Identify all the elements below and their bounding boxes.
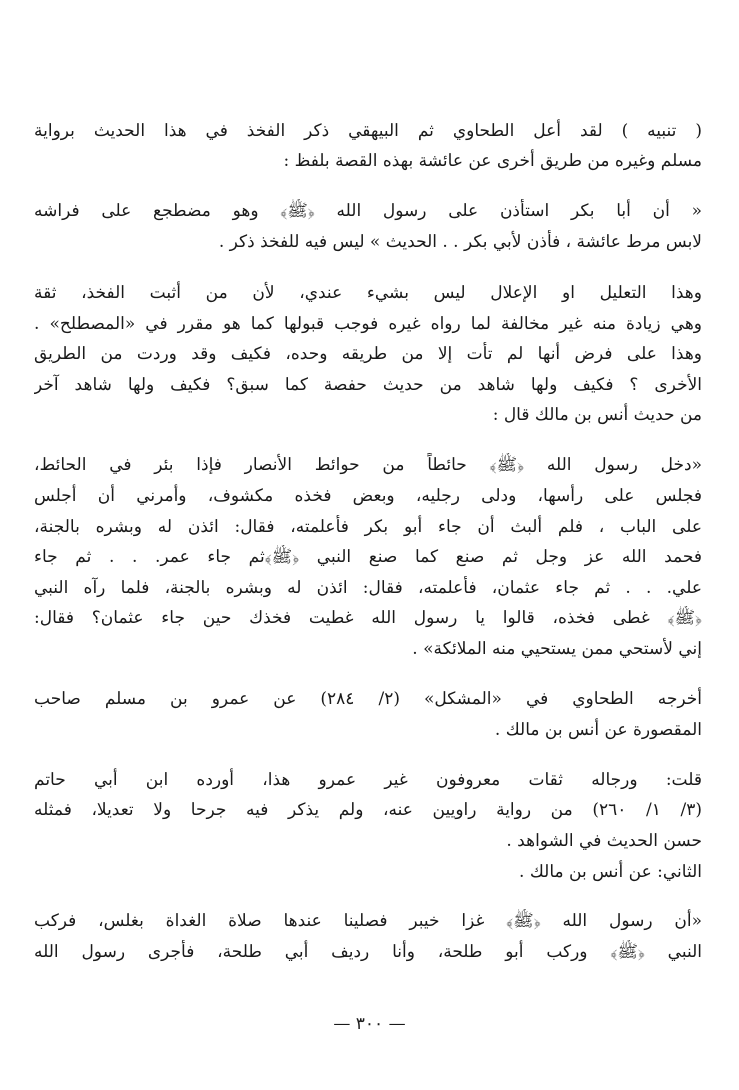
text-line: مسلم وغيره من طريق أخرى عن عائشة بهذه القصة بلفظ : <box>283 151 702 171</box>
text-line: « أن أبا بكر استأذن على رسول الله ﴿ﷺ﴾ وهو مضطجع على فراشه <box>34 201 702 221</box>
text-line: فحمد الله عز وجل ثم صنع كما صنع النبي ﴿ﷺ﴾ثم جاء عمر. . . ثم جاء <box>34 547 702 567</box>
text-line: لابس مرط عائشة ، فأذن لأبي بكر . . الحديث » ليس فيه للفخذ ذكر . <box>218 232 702 252</box>
text-line: وهذا على فرض أنها لم تأت إلا من طريقه وحده، فكيف وقد وردت من الطريق <box>34 344 702 364</box>
text-line: «دخل رسول الله ﴿ﷺ﴾ حائطاً من حوائط الأنصار فإذا بئر في الحائط، <box>34 455 702 475</box>
text-line: وهذا التعليل او الإعلال ليس بشيء عندي، لأن من أثبت الفخذ، ثقة <box>34 283 702 303</box>
text-line: على الباب ، فلم ألبث أن جاء أبو بكر فأعلمته، فقال: ائذن له وبشره بالجنة، <box>34 517 702 537</box>
text-line: علي. . . ثم جاء عثمان، فأعلمته، فقال: ائذن له وبشره بالجنة، فلما رآه النبي <box>34 578 702 598</box>
text-line: قلت: ورجاله ثقات معروفون غير عمرو هذا، أورده ابن أبي حاتم <box>34 770 702 790</box>
text-line: حسن الحديث في الشواهد . <box>506 831 702 851</box>
text-line: المقصورة عن أنس بن مالك . <box>494 720 702 740</box>
text-line: الثاني: عن أنس بن مالك . <box>519 862 702 882</box>
page-number: — ٣٠٠ — <box>333 1014 406 1034</box>
text-line: ( تنبيه ) لقد أعل الطحاوي ثم البيهقي ذكر الفخذ في هذا الحديث برواية <box>34 121 702 141</box>
text-line: الأخرى ؟ فكيف ولها شاهد من حديث حفصة كما سبق؟ فكيف ولها شاهد آخر <box>34 375 702 395</box>
text-line: النبي ﴿ﷺ﴾ وركب أبو طلحة، وأنا رديف أبي طلحة، فأجرى رسول الله <box>34 942 702 962</box>
text-line: وهي زيادة منه غير مخالفة لما رواه غيره فوجب قبولها كما هو مقرر في «المصطلح» . <box>34 314 702 334</box>
text-line: من حديث أنس بن مالك قال : <box>492 405 702 425</box>
text-line: ﴿ﷺ﴾ غطى فخذه، قالوا يا رسول الله غطيت فخذك حين جاء عثمان؟ فقال: <box>34 608 702 628</box>
text-line: إني لأستحي ممن يستحيي منه الملائكة» . <box>412 639 702 659</box>
text-line: أخرجه الطحاوي في «المشكل» (٢/ ٢٨٤) عن عمرو بن مسلم صاحب <box>34 689 702 709</box>
text-line: «أن رسول الله ﴿ﷺ﴾ غزا خيبر فصلينا عندها صلاة الغداة بغلس، فركب <box>34 911 702 931</box>
text-line: (٣/ ١/ ٢٦٠) من رواية راويين عنه، ولم يذكر فيه جرحا ولا تعديلا، فمثله <box>34 800 702 820</box>
text-line: فجلس على رأسها، ودلى رجليه، وبعض فخذه مكشوف، وأمرني أن أجلس <box>34 486 702 506</box>
